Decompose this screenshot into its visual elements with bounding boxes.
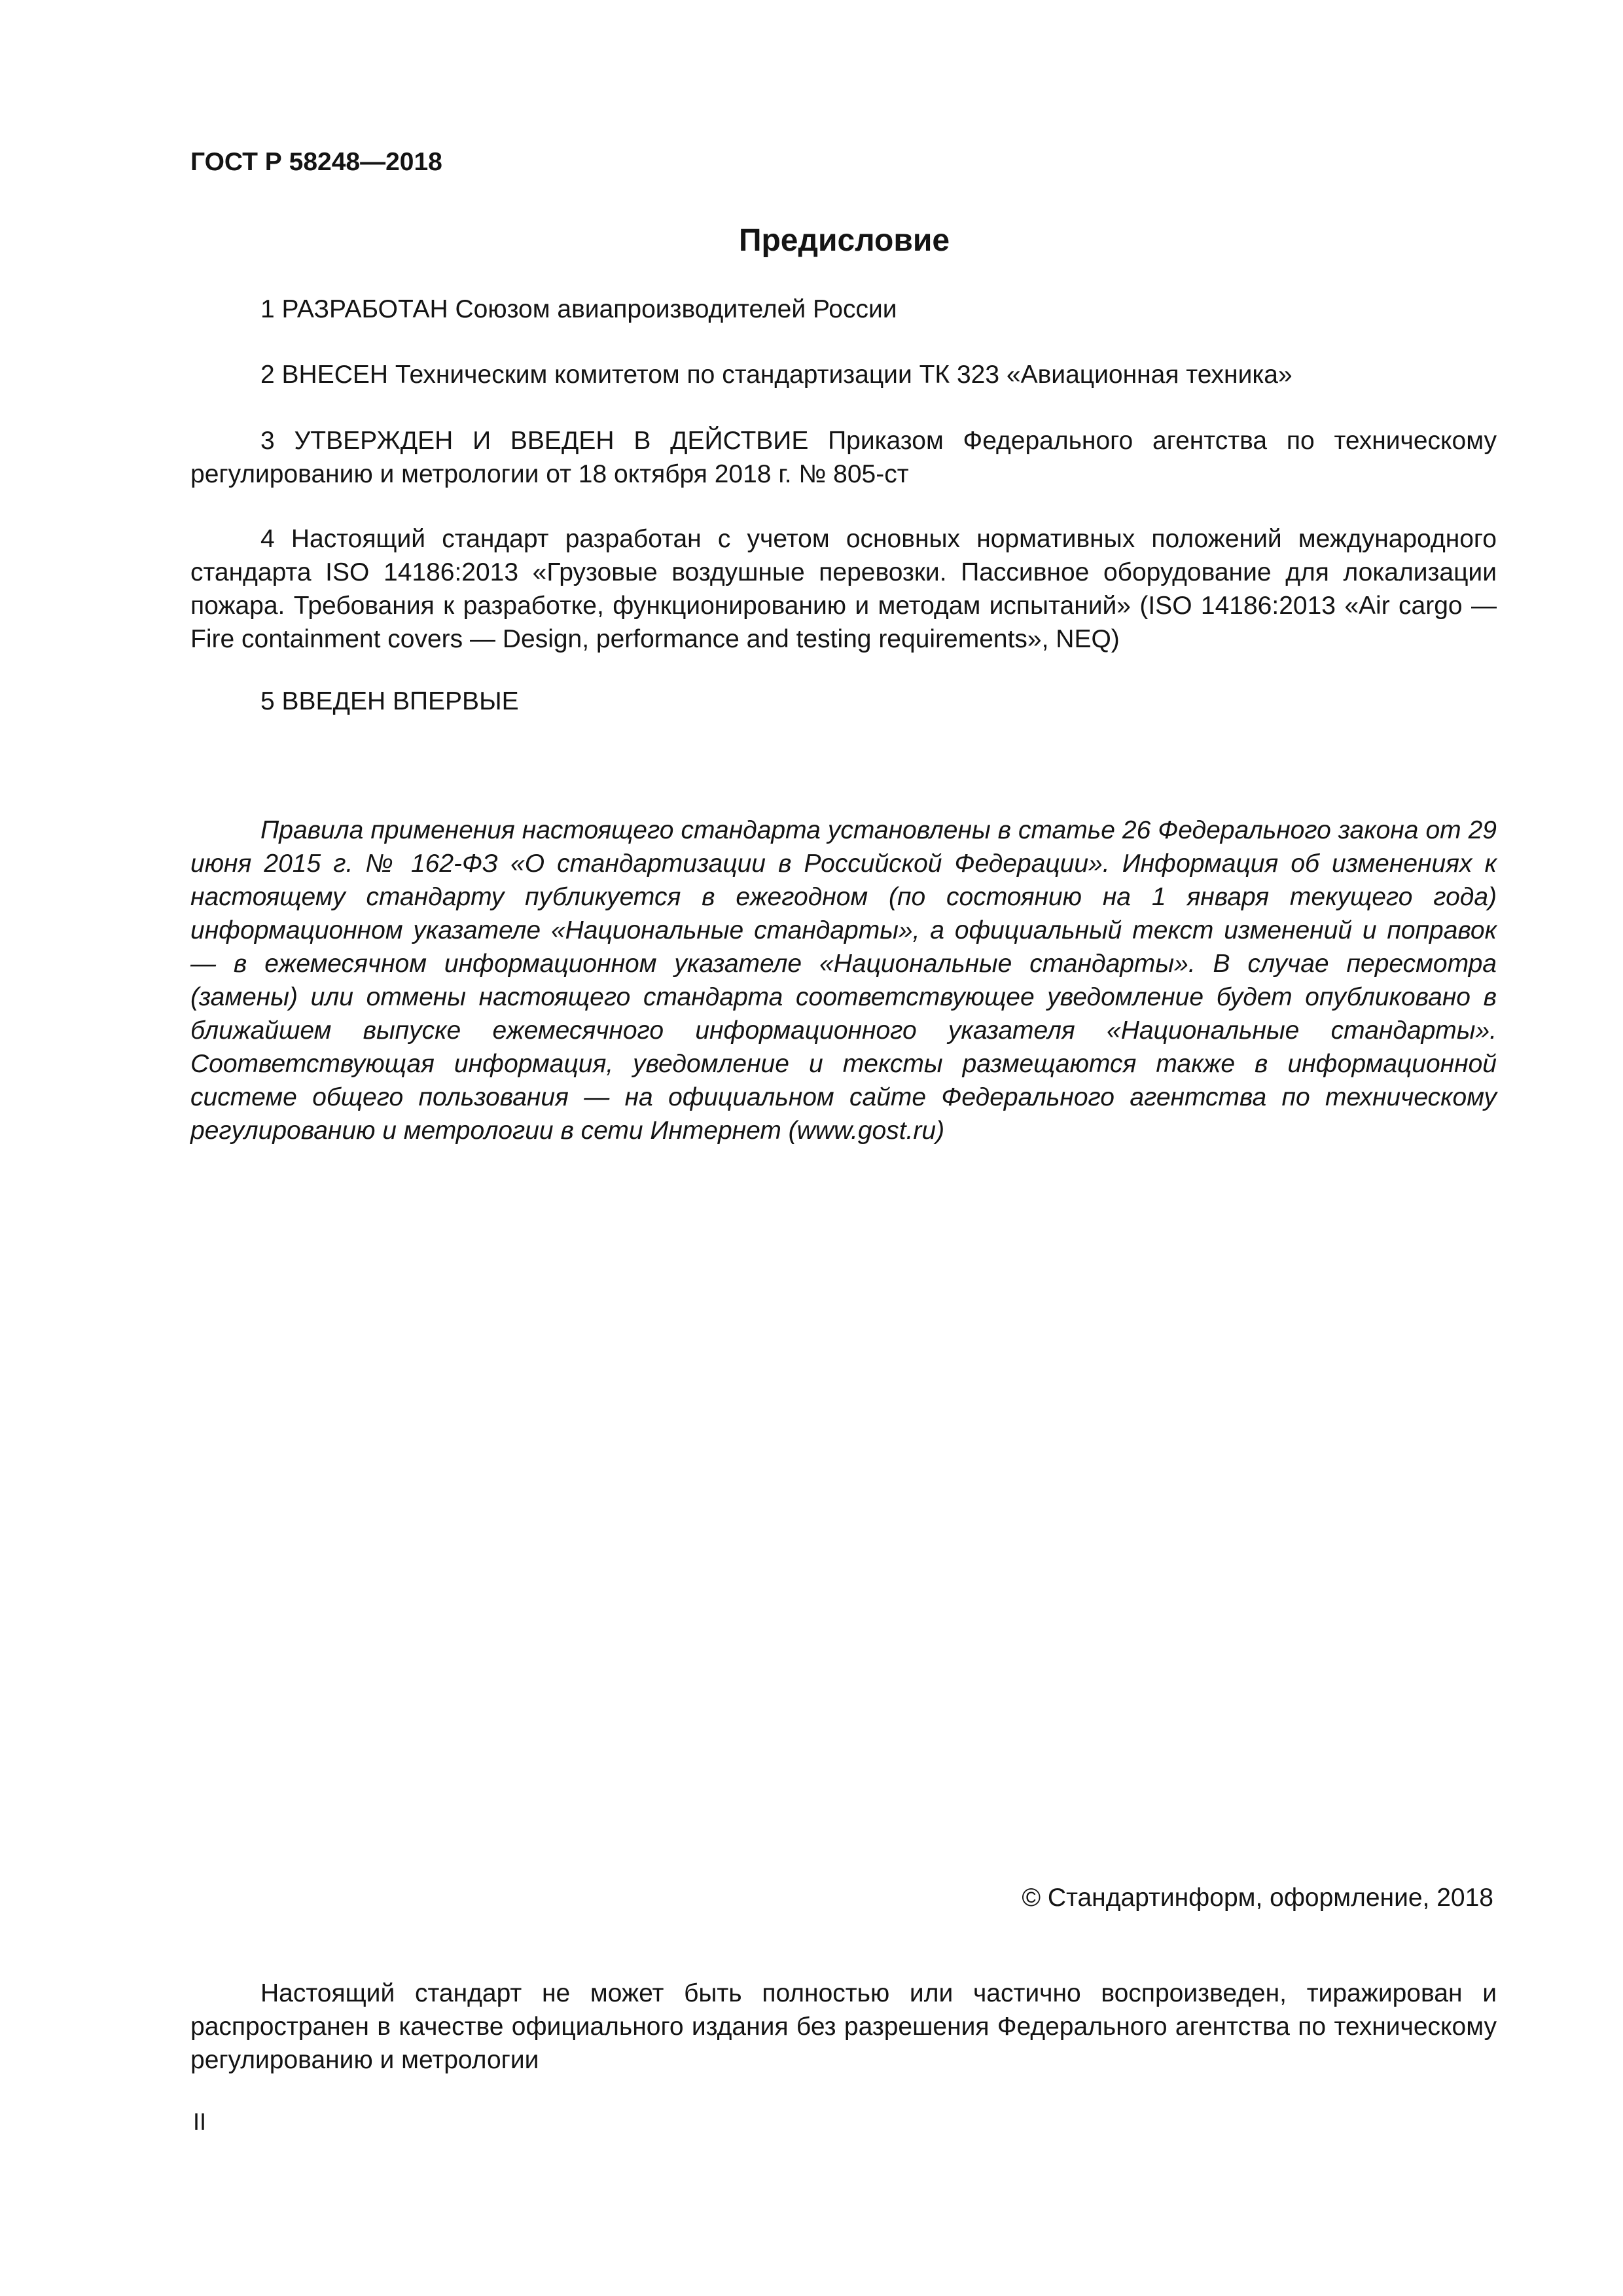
foreword-item-4: 4 Настоящий стандарт разработан с учетом основных нормативных положений международного стандарта ISO 14186:2013 «Грузовые воздушные перевозки. Пассивное оборудование для локализации пожара. Требования к разработке, функционированию и методам испытаний» (ISO 14186:2013 «Air cargo — Fire containment covers — Design, performance and testing requirements», NEQ) bbox=[190, 525, 1497, 653]
foreword-item-5: 5 ВВЕДЕН ВПЕРВЫЕ bbox=[260, 687, 519, 715]
foreword-item-1: 1 РАЗРАБОТАН Союзом авиапроизводителей России bbox=[260, 295, 897, 323]
section-title: Предисловие bbox=[738, 223, 950, 258]
foreword-item-2: 2 ВНЕСЕН Техническим комитетом по стандартизации ТК 323 «Авиационная техника» bbox=[260, 361, 1293, 389]
copyright-line: © Стандартинформ, оформление, 2018 bbox=[1022, 1884, 1493, 1912]
reproduction-notice: Настоящий стандарт не может быть полностью или частично воспроизведен, тиражирован и распространен в качестве официального издания без разрешения Федерального агентства по техническому регулированию и метрологии bbox=[190, 1979, 1497, 2074]
foreword-item-3: 3 УТВЕРЖДЕН И ВВЕДЕН В ДЕЙСТВИЕ Приказом Федерального агентства по техническому регулированию и метрологии от 18 октября 2018 г. № 805-ст bbox=[190, 427, 1497, 488]
document-code: ГОСТ Р 58248—2018 bbox=[190, 148, 442, 176]
page-number: II bbox=[193, 2108, 207, 2135]
rules-notice: Правила применения настоящего стандарта установлены в статье 26 Федерального закона от 29 июня 2015 г. № 162-ФЗ «О стандартизации в Российской Федерации». Информация об изменениях к настоящему стандарту публикуется в ежегодном (по состоянию на 1 января текущего года) информационном указателе «Национальные стандарты», а официальный текст изменений и поправок — в ежемесячном информационном указателе «Национальные стандарты». В случае пересмотра (замены) или отмены настоящего стандарта соответствующее уведомление будет опубликовано в ближайшем выпуске ежемесячного информационного указателя «Национальные стандарты». Соответствующая информация, уведомление и тексты размещаются также в информационной системе общего пользования — на официальном сайте Федерального агентства по техническому регулированию и метрологии в сети Интернет (www.gost.ru) bbox=[190, 816, 1497, 1145]
